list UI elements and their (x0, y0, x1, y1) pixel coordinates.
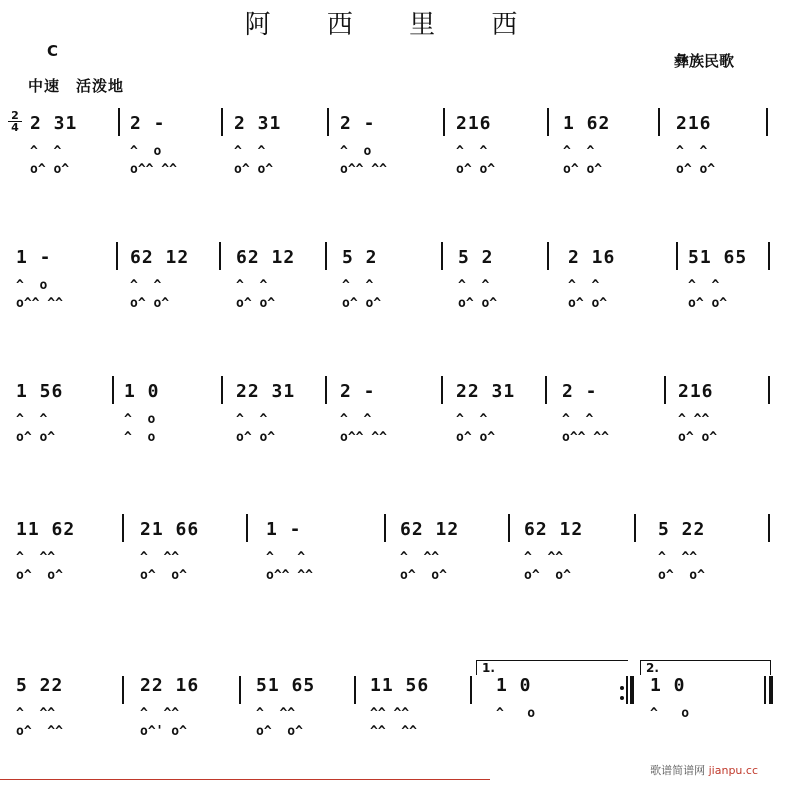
bellows-row (496, 724, 535, 742)
jianpu-notes: 62 12 (130, 247, 190, 268)
tempo-marking: 中速 活泼地 (28, 77, 125, 95)
jianpu-notes: 51 65 (256, 675, 316, 696)
jianpu-notes: 22 16 (140, 675, 200, 696)
stroke-row: ^ ^^ (256, 706, 296, 721)
bellows-row: o^^ ^^ (340, 430, 387, 445)
stroke-row: ^ ^ (456, 412, 488, 427)
measure (678, 372, 717, 472)
measure (16, 510, 75, 610)
barline (325, 242, 327, 270)
barline (221, 108, 223, 136)
attribution: 彝族民歌 (673, 52, 734, 70)
bellows-row: o^ o^ (456, 162, 496, 177)
measure (370, 666, 429, 766)
measure (688, 238, 747, 338)
stroke-row: ^ ^ (568, 278, 600, 293)
measure (458, 238, 497, 338)
barline (384, 514, 386, 542)
stroke-row: ^ o (130, 144, 162, 159)
jianpu-notes: 5 2 (342, 247, 378, 268)
bellows-row: o^^ ^^ (16, 296, 63, 311)
stroke-row: ^ ^ (130, 278, 162, 293)
barline (325, 376, 327, 404)
stroke-row: ^ ^ (688, 278, 720, 293)
measure (676, 104, 715, 204)
stroke-row: ^ o (16, 278, 48, 293)
score-title: 阿 西 里 西 (244, 10, 542, 40)
jianpu-notes: 62 12 (236, 247, 296, 268)
stroke-row: ^ o (496, 706, 536, 721)
barline (118, 108, 120, 136)
jianpu-notes: 216 (456, 113, 492, 134)
jianpu-notes: 11 56 (370, 675, 430, 696)
bellows-row: o^' o^ (140, 724, 187, 739)
measure (456, 372, 515, 472)
jianpu-notes: 1 - (16, 247, 52, 268)
key-signature: C (47, 42, 59, 60)
measure (140, 666, 199, 766)
jianpu-notes: 216 (678, 381, 714, 402)
barline (764, 676, 766, 704)
stroke-row: ^ o (340, 144, 372, 159)
bellows-row: o^^ ^^ (266, 568, 313, 583)
measure (342, 238, 381, 338)
volta-first-ending: 1. (476, 660, 628, 675)
barline (441, 376, 443, 404)
barline (768, 376, 770, 404)
jianpu-notes: 11 62 (16, 519, 76, 540)
repeat-dot (620, 686, 624, 690)
stroke-row: ^ ^ (458, 278, 490, 293)
measure (562, 372, 609, 472)
measure (568, 238, 615, 338)
barline (122, 676, 124, 704)
jianpu-notes: 21 66 (140, 519, 200, 540)
measure (30, 104, 77, 204)
bellows-row: o^^ ^^ (562, 430, 609, 445)
barline (221, 376, 223, 404)
stroke-row: ^ ^^ (16, 706, 56, 721)
barline (547, 108, 549, 136)
measure (340, 372, 387, 472)
jianpu-notes: 1 0 (124, 381, 160, 402)
bellows-row: o^ o^ (456, 430, 496, 445)
stroke-row: ^ ^^ (140, 706, 180, 721)
bellows-row: o^^ ^^ (130, 162, 177, 177)
stroke-row: ^^ ^^ (370, 706, 410, 721)
watermark[interactable] (650, 762, 758, 778)
bellows-row: o^ o^ (524, 568, 571, 583)
barline (545, 376, 547, 404)
measure (130, 104, 177, 204)
bellows-row: o^ o^ (658, 568, 705, 583)
barline (441, 242, 443, 270)
volta-second-ending: 2. (640, 660, 771, 675)
stroke-row: ^ ^ (340, 412, 372, 427)
barline (658, 108, 660, 136)
barline (664, 376, 666, 404)
stroke-row: ^ ^^ (658, 550, 698, 565)
bellows-row: o^ o^ (688, 296, 728, 311)
measure (16, 372, 63, 472)
barline (246, 514, 248, 542)
bellows-row: o^ o^ (458, 296, 498, 311)
system-4 (0, 510, 786, 610)
stroke-row: ^ ^ (234, 144, 266, 159)
barline (122, 514, 124, 542)
measure (266, 510, 313, 610)
barline (768, 242, 770, 270)
jianpu-notes: 22 31 (456, 381, 516, 402)
measure (236, 372, 295, 472)
measure (236, 238, 295, 338)
barline (112, 376, 114, 404)
measure (658, 510, 705, 610)
stroke-row: ^ ^ (236, 412, 268, 427)
bellows-row: o^ o^ (256, 724, 303, 739)
measure (524, 510, 583, 610)
barline (508, 514, 510, 542)
stroke-row: ^ ^ (456, 144, 488, 159)
barline (116, 242, 118, 270)
measure (496, 666, 535, 766)
bellows-row: ^ o (124, 430, 156, 445)
bellows-row: o^ o^ (16, 568, 63, 583)
stroke-row: ^ ^ (266, 550, 306, 565)
measure (16, 238, 63, 338)
jianpu-notes: 1 0 (496, 675, 532, 696)
bellows-row: o^ ^^ (16, 724, 63, 739)
jianpu-notes: 1 0 (650, 675, 686, 696)
bellows-row: ^^ ^^ (370, 724, 417, 739)
stroke-row: ^ ^ (563, 144, 595, 159)
system-5 (0, 661, 786, 766)
measure (124, 372, 160, 472)
barline (769, 676, 773, 704)
stroke-row: ^ ^^ (16, 550, 56, 565)
bellows-row: o^ o^ (234, 162, 274, 177)
stroke-row: ^ ^^ (140, 550, 180, 565)
stroke-row: ^ ^ (30, 144, 62, 159)
stroke-row: ^ o (650, 706, 690, 721)
barline (547, 242, 549, 270)
jianpu-notes: 2 31 (30, 113, 78, 134)
stroke-row: ^ o (124, 412, 156, 427)
measure (650, 666, 689, 766)
barline (630, 676, 634, 704)
watermark-site[interactable]: jianpu.cc (708, 764, 758, 777)
barline (354, 676, 356, 704)
jianpu-notes: 5 2 (458, 247, 494, 268)
stroke-row: ^ ^ (562, 412, 594, 427)
stroke-row: ^ ^ (342, 278, 374, 293)
system-3 (0, 372, 786, 472)
bellows-row: o^ o^ (140, 568, 187, 583)
measure (456, 104, 495, 204)
bellows-row: o^^ ^^ (340, 162, 387, 177)
bellows-row: o^ o^ (30, 162, 70, 177)
barline (768, 514, 770, 542)
measure (234, 104, 281, 204)
jianpu-notes: 22 31 (236, 381, 296, 402)
bellows-row: o^ o^ (236, 430, 276, 445)
bellows-row: o^ o^ (563, 162, 603, 177)
repeat-dot (620, 696, 624, 700)
jianpu-notes: 62 12 (400, 519, 460, 540)
barline (443, 108, 445, 136)
jianpu-notes: 2 16 (568, 247, 616, 268)
barline (766, 108, 768, 136)
jianpu-notes: 2 - (340, 381, 376, 402)
bellows-row (650, 724, 689, 742)
jianpu-notes: 216 (676, 113, 712, 134)
stroke-row: ^ ^ (676, 144, 708, 159)
jianpu-notes: 2 31 (234, 113, 282, 134)
jianpu-notes: 2 - (340, 113, 376, 134)
jianpu-notes: 1 56 (16, 381, 64, 402)
barline (676, 242, 678, 270)
jianpu-notes: 51 65 (688, 247, 748, 268)
stroke-row: ^ ^ (16, 412, 48, 427)
barline (327, 108, 329, 136)
footer-rule (0, 779, 490, 780)
bellows-row: o^ o^ (678, 430, 718, 445)
barline (626, 676, 628, 704)
watermark-text: 歌谱简谱网 (650, 764, 706, 777)
bellows-row: o^ o^ (130, 296, 170, 311)
bellows-row: o^ o^ (236, 296, 276, 311)
measure (256, 666, 315, 766)
bellows-row: o^ o^ (676, 162, 716, 177)
barline (634, 514, 636, 542)
stroke-row: ^ ^ (236, 278, 268, 293)
stroke-row: ^ ^^ (678, 412, 710, 427)
measure (340, 104, 387, 204)
stroke-row: ^ ^^ (400, 550, 440, 565)
jianpu-notes: 2 - (562, 381, 598, 402)
measure (563, 104, 610, 204)
bellows-row: o^ o^ (342, 296, 382, 311)
bellows-row: o^ o^ (400, 568, 447, 583)
barline (470, 676, 472, 704)
jianpu-notes: 5 22 (658, 519, 706, 540)
time-signature: 2 4 (8, 110, 22, 133)
system-1 (0, 104, 786, 204)
jianpu-notes: 1 - (266, 519, 302, 540)
bellows-row: o^ o^ (568, 296, 608, 311)
stroke-row: ^ ^^ (524, 550, 564, 565)
measure (140, 510, 199, 610)
measure (16, 666, 63, 766)
jianpu-notes: 1 62 (563, 113, 611, 134)
measure (130, 238, 189, 338)
bellows-row: o^ o^ (16, 430, 56, 445)
system-2 (0, 238, 786, 338)
jianpu-notes: 5 22 (16, 675, 64, 696)
measure (400, 510, 459, 610)
barline (239, 676, 241, 704)
barline (219, 242, 221, 270)
jianpu-notes: 2 - (130, 113, 166, 134)
jianpu-notes: 62 12 (524, 519, 584, 540)
